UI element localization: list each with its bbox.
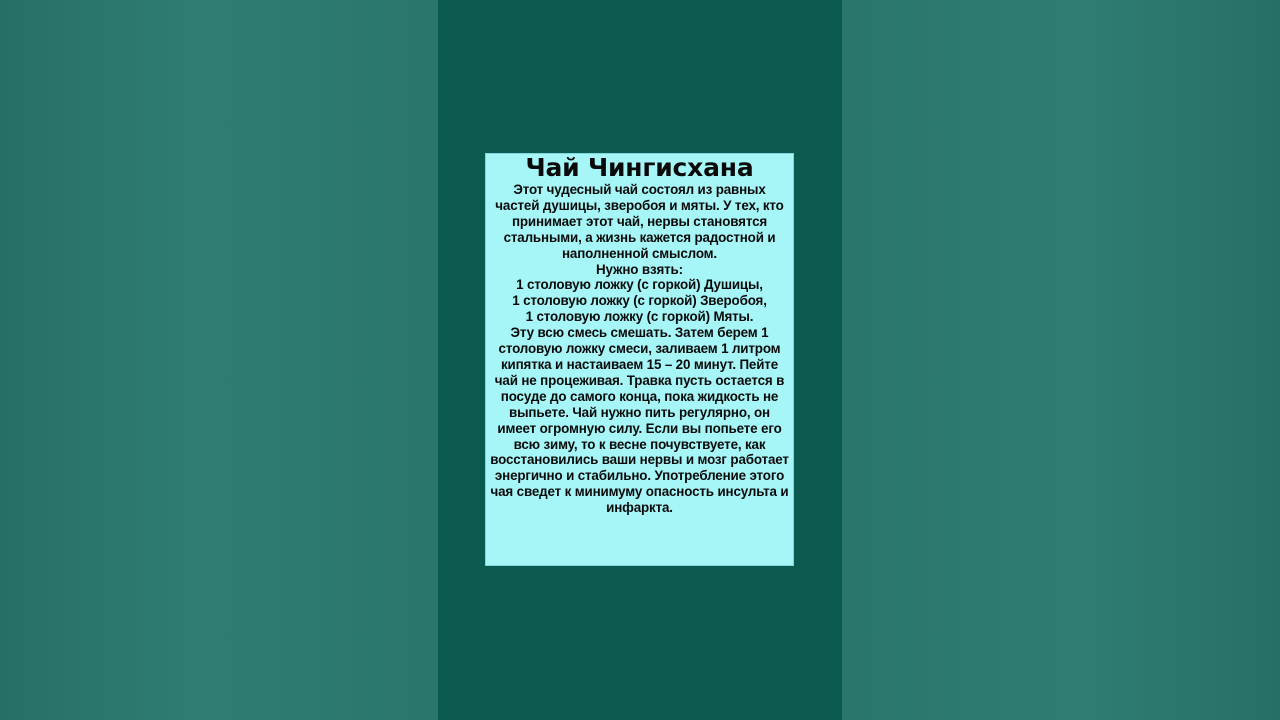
recipe-intro: Этот чудесный чай состоял из равных частей душицы, зверобоя и мяты. У тех, кто принимает этот чай, нервы становятся стальными, а жизнь кажется радостной и наполненной смыслом. bbox=[495, 182, 784, 261]
recipe-card bbox=[485, 153, 794, 566]
blurred-background-left bbox=[0, 0, 438, 720]
blurred-background-right bbox=[842, 0, 1280, 720]
recipe-instructions: Эту всю смесь смешать. Затем берем 1 столовую ложку смеси, заливаем 1 литром кипятка и настаиваем 15 – 20 минут. Пейте чай не процеживая. Травка пусть остается в посуде до самого конца, пока жидкость не выпьете. Чай нужно пить регулярно, он имеет огромную силу. Если вы попьете его всю зиму, то к весне почувствуете, как восстановились ваши нервы и мозг работает энергично и стабильно. Употребление этого чая сведет к минимуму опасность инсульта и инфаркта. bbox=[490, 325, 789, 516]
ingredient-item: 1 столовую ложку (с горкой) Мяты. bbox=[525, 309, 754, 325]
ingredient-item: 1 столовую ложку (с горкой) Душицы, bbox=[516, 277, 763, 293]
ingredients-heading: Нужно взять: bbox=[596, 261, 683, 277]
ingredient-item: 1 столовую ложку (с горкой) Зверобоя, bbox=[512, 293, 767, 309]
recipe-body bbox=[490, 182, 789, 516]
recipe-title: Чай Чингисхана bbox=[525, 153, 754, 182]
